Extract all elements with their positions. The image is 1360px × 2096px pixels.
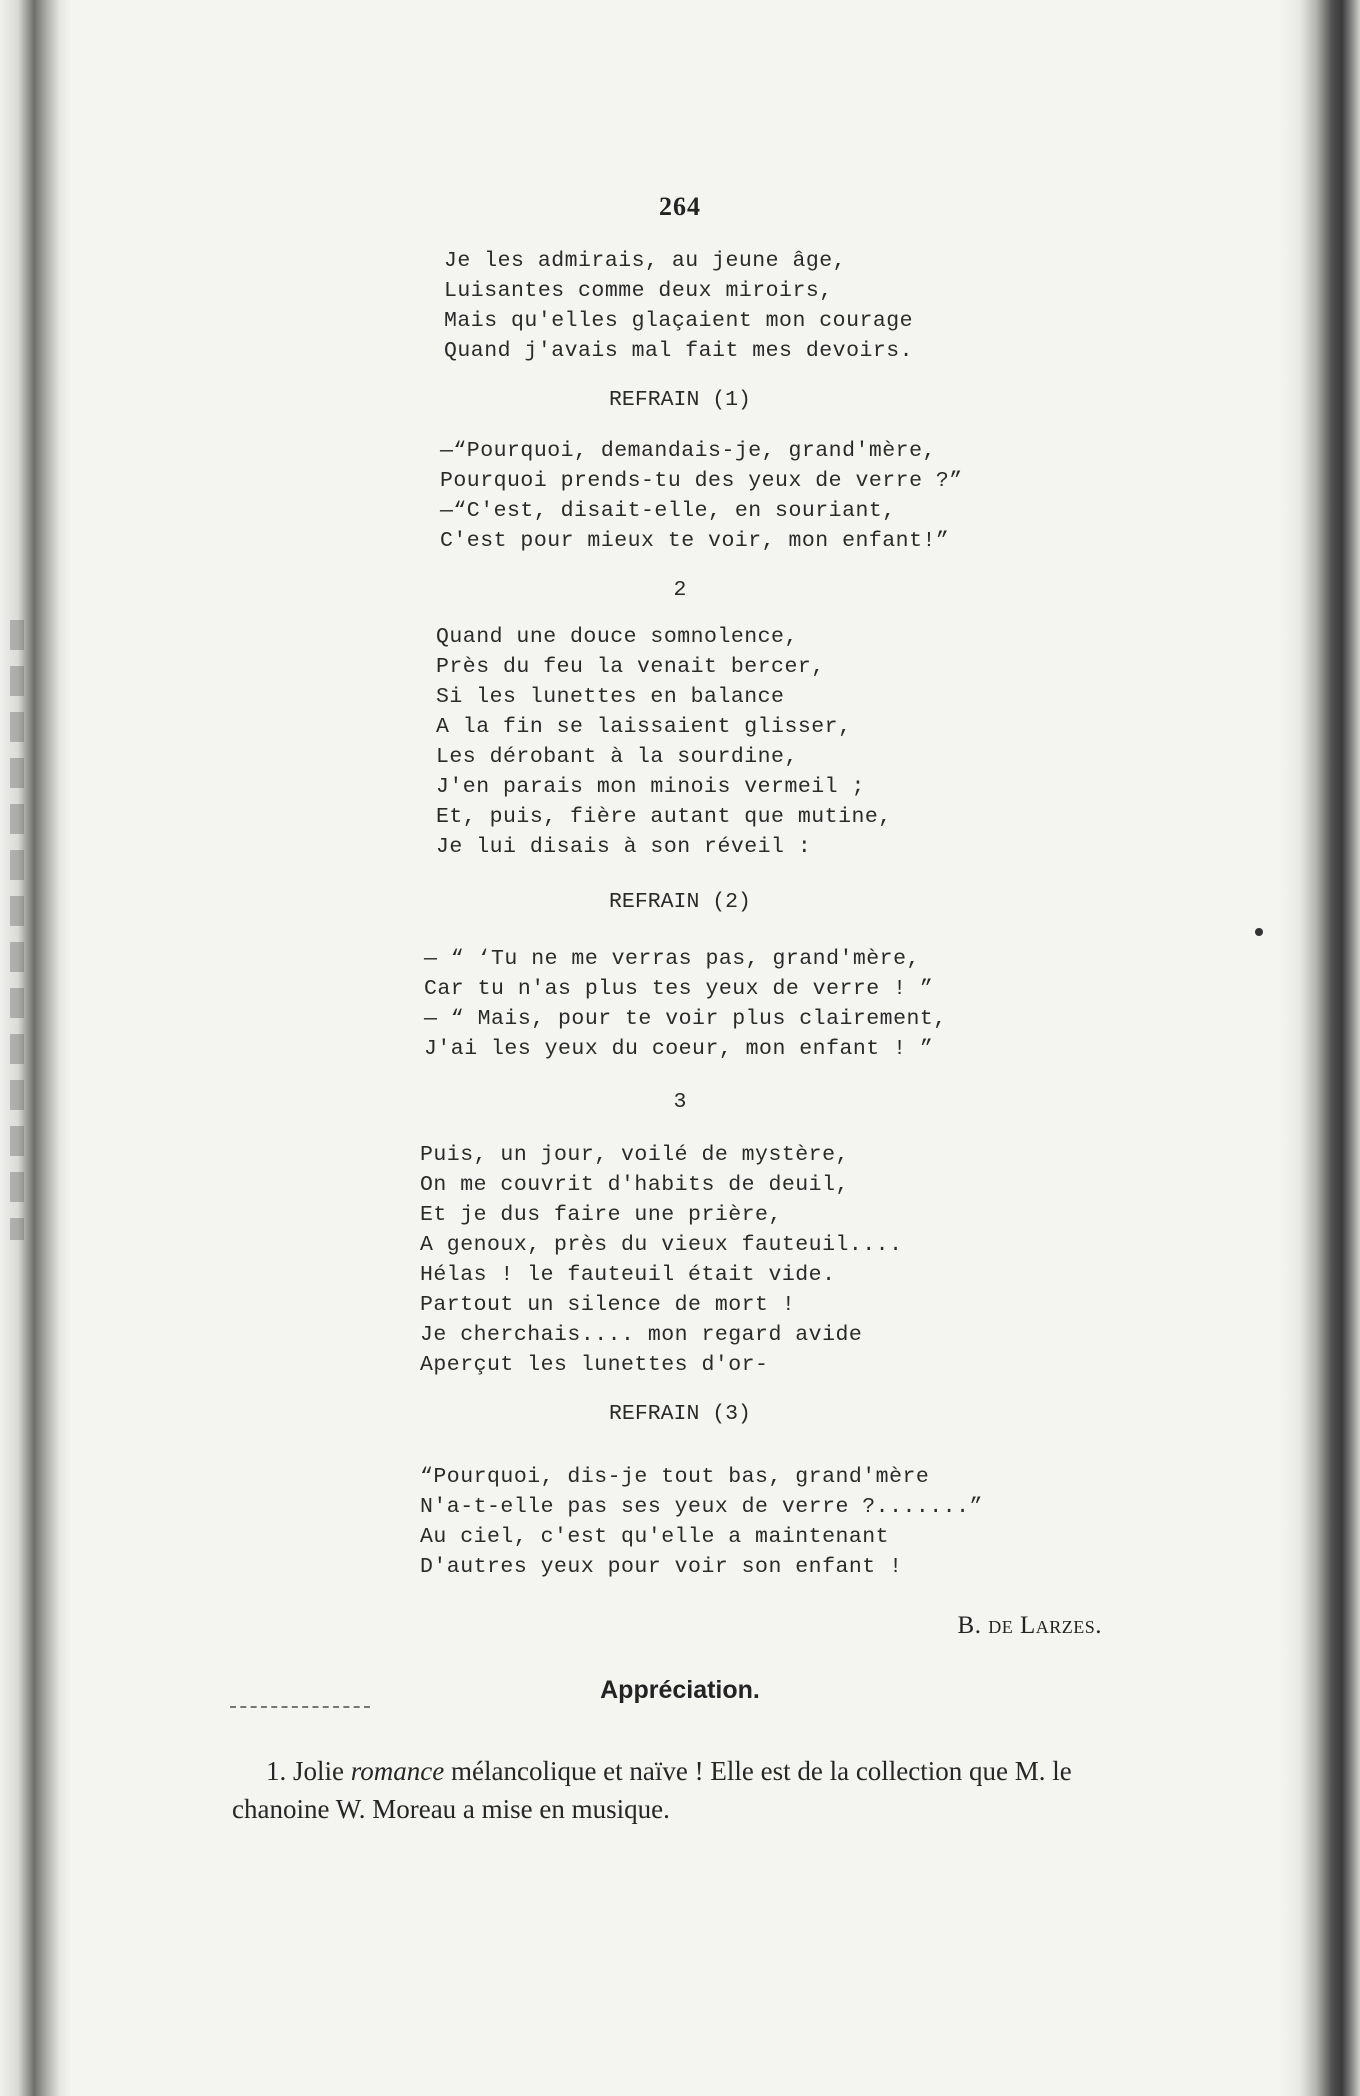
verse-line: “Pourquoi, dis-je tout bas, grand'mère	[420, 1465, 930, 1489]
binding-stamp-mark	[10, 620, 24, 1240]
verse-line: D'autres yeux pour voir son enfant !	[420, 1555, 903, 1579]
refrain-3-heading: REFRAIN (3)	[609, 1402, 751, 1426]
verse-line: Puis, un jour, voilé de mystère,	[420, 1143, 849, 1167]
verse-line: J'ai les yeux du coeur, mon enfant ! ”	[424, 1037, 934, 1061]
stanza-2-number: 2	[673, 578, 687, 602]
verse-line: C'est pour mieux te voir, mon enfant!”	[440, 529, 950, 553]
verse-line: Mais qu'elles glaçaient mon courage	[444, 309, 914, 333]
verse-line: Je lui disais à son réveil :	[436, 835, 812, 859]
verse-line: Et, puis, fière autant que mutine,	[436, 805, 892, 829]
verse-line: —“C'est, disait-elle, en souriant,	[440, 499, 896, 523]
footnote-emphasis: romance	[350, 1756, 445, 1786]
verse-line: Quand une douce somnolence,	[436, 625, 798, 649]
page-number: 264	[659, 192, 701, 221]
verse-line: Quand j'avais mal fait mes devoirs.	[444, 339, 914, 363]
signature-initial: B.	[957, 1612, 989, 1639]
footnote	[232, 1752, 1142, 1828]
refrain-2-heading: REFRAIN (2)	[609, 890, 751, 914]
verse-line: Les dérobant à la sourdine,	[436, 745, 798, 769]
stanza-1-end	[444, 246, 913, 366]
verse-line: Près du feu la venait bercer,	[436, 655, 825, 679]
stanza-3	[420, 1140, 902, 1380]
author-signature	[958, 1612, 1102, 1640]
verse-line: On me couvrit d'habits de deuil,	[420, 1173, 849, 1197]
footnote-text-before: Jolie	[286, 1756, 351, 1786]
verse-line: Si les lunettes en balance	[436, 685, 785, 709]
verse-line: Luisantes comme deux miroirs,	[444, 279, 833, 303]
stanza-3-number: 3	[673, 1090, 687, 1114]
verse-line: — “ Mais, pour te voir plus clairement,	[424, 1007, 947, 1031]
verse-line: Et je dus faire une prière,	[420, 1203, 782, 1227]
verse-line: Car tu n'as plus tes yeux de verre ! ”	[424, 977, 934, 1001]
verse-line: —“Pourquoi, demandais-je, grand'mère,	[440, 439, 936, 463]
footnote-number: 1.	[266, 1756, 287, 1786]
refrain-2	[424, 944, 947, 1064]
appreciation-heading: Appréciation.	[600, 1676, 760, 1704]
verse-line: Hélas ! le fauteuil était vide.	[420, 1263, 836, 1287]
signature-particle: de	[988, 1612, 1020, 1639]
verse-line: N'a-t-elle pas ses yeux de verre ?.......”	[420, 1495, 983, 1519]
verse-line: Pourquoi prends-tu des yeux de verre ?”	[440, 469, 963, 493]
scan-right-edge	[1280, 0, 1360, 2096]
verse-line: — “ ‘Tu ne me verras pas, grand'mère,	[424, 947, 920, 971]
verse-line: Au ciel, c'est qu'elle a maintenant	[420, 1525, 890, 1549]
verse-line: Aperçut les lunettes d'or-	[420, 1353, 769, 1377]
verse-line: A genoux, près du vieux fauteuil....	[420, 1233, 903, 1257]
verse-line: A la fin se laissaient glisser,	[436, 715, 852, 739]
stanza-2	[436, 622, 892, 862]
verse-line: Je cherchais.... mon regard avide	[420, 1323, 863, 1347]
signature-name: Larzes.	[1019, 1612, 1102, 1639]
refrain-1-heading: REFRAIN (1)	[609, 388, 751, 412]
speck-mark	[1255, 928, 1263, 936]
verse-line: Partout un silence de mort !	[420, 1293, 796, 1317]
verse-line: J'en parais mon minois vermeil ;	[436, 775, 865, 799]
refrain-3	[420, 1462, 983, 1582]
refrain-1	[440, 436, 963, 556]
verse-line: Je les admirais, au jeune âge,	[444, 249, 847, 273]
pencil-mark	[230, 1706, 370, 1710]
footnote-text-after: mélancolique et naïve ! Elle est de la collection que M. le chanoine W. Moreau a mise en musique.	[232, 1756, 1072, 1824]
